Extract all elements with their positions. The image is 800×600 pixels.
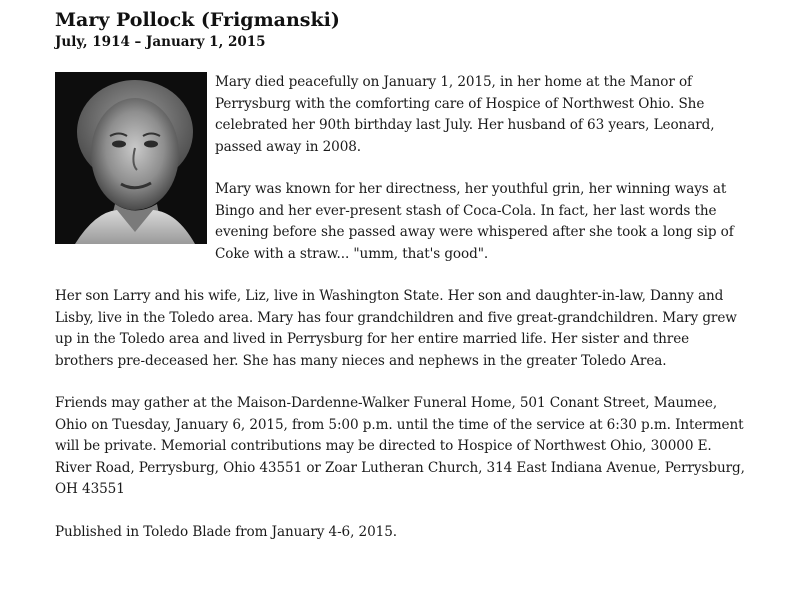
obituary-paragraph: Her son Larry and his wife, Liz, live in Washington State. Her son and daughter-in-law, Danny and Lisby, live in the Toledo area. Mary has four grandchildren and five great-grandchildren. Mary grew up in the Toledo area and lived in Perrysburg for her entire married life. Her sister and three brothers pre-deceased her. She has many nieces and nephews in the greater Toledo Area.	[55, 288, 737, 369]
obituary-paragraph: Friends may gather at the Maison-Dardenne-Walker Funeral Home, 501 Conant Street, Maumee, Ohio on Tuesday, January 6, 2015, from 5:00 p.m. until the time of the service at 6:30 p.m. Interment will be private. Memorial contributions may be directed to Hospice of Northwest Ohio, 30000 E. River Road, Perrysburg, Ohio 43551 or Zoar Lutheran Church, 314 East Indiana Avenue, Perrysburg, OH 43551	[55, 395, 745, 497]
obituary-dates: July, 1914 – January 1, 2015	[55, 34, 266, 50]
portrait-photo	[55, 72, 207, 244]
obituary	[55, 8, 745, 564]
obituary-publication-note: Published in Toledo Blade from January 4-6, 2015.	[55, 523, 397, 540]
obituary-name: Mary Pollock (Frigmanski)	[55, 9, 340, 31]
obituary-paragraph: Mary died peacefully on January 1, 2015, in her home at the Manor of Perrysburg with the comforting care of Hospice of Northwest Ohio. She celebrated her 90th birthday last July. Her husband of 63 years, Leonard, passed away in 2008.	[215, 74, 715, 155]
obituary-paragraph: Mary was known for her directness, her youthful grin, her winning ways at Bingo and her ever-present stash of Coca-Cola. In fact, her last words the evening before she passed away were whispered after she took a long sip of Coke with a straw... "umm, that's good".	[215, 181, 734, 262]
portrait-photo-icon	[55, 72, 207, 244]
